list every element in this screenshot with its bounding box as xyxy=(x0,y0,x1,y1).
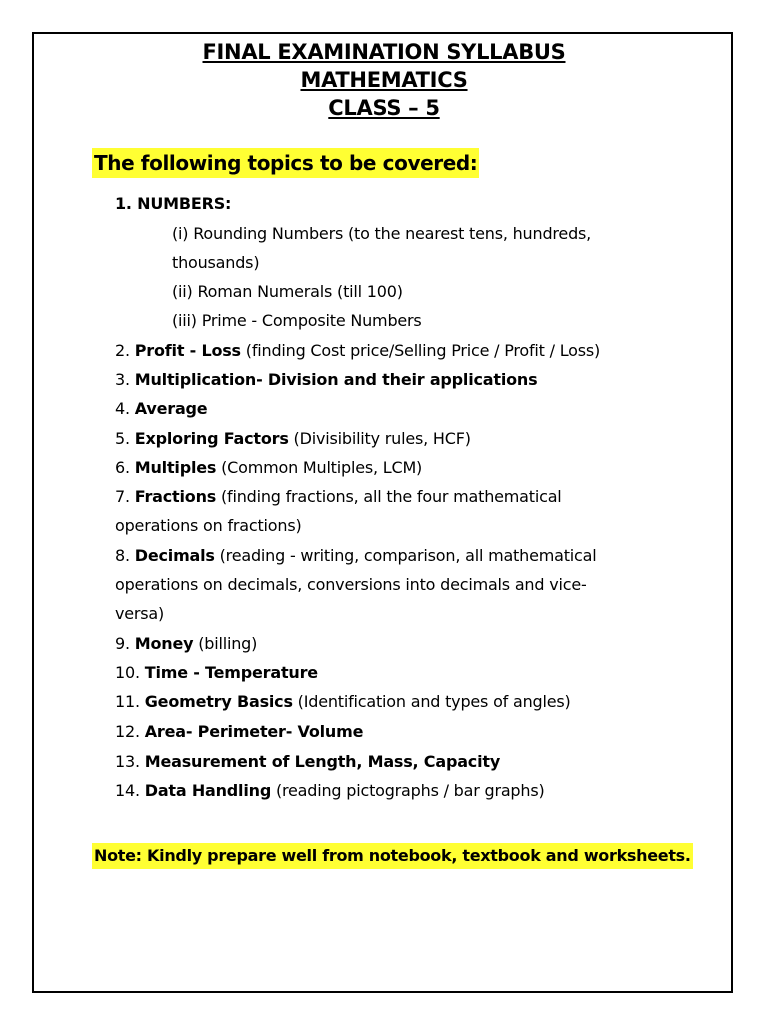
topic-9 xyxy=(115,634,257,654)
topic-1-sub-1-cont: thousands) xyxy=(172,253,260,272)
topic-13-title: Measurement of Length, Mass, Capacity xyxy=(144,752,501,771)
topic-1-sub-2: (ii) Roman Numerals (till 100) xyxy=(172,282,403,301)
topic-13-number: 13. xyxy=(115,752,145,771)
topic-7-title: Fractions xyxy=(134,487,217,506)
topic-8-cont-2: versa) xyxy=(115,604,165,623)
topic-8-detail: (reading - writing, comparison, all mathematical xyxy=(214,546,597,565)
topic-3-title: Multiplication- Division and their applications xyxy=(134,370,538,389)
topic-2-number: 2. xyxy=(115,341,135,360)
topic-7 xyxy=(115,487,562,507)
topic-1-sub-3: (iii) Prime - Composite Numbers xyxy=(172,311,422,330)
topic-11-detail: (Identification and types of angles) xyxy=(292,692,571,711)
topic-2-title: Profit - Loss xyxy=(134,341,241,360)
topic-9-number: 9. xyxy=(115,634,135,653)
topic-10 xyxy=(115,663,318,683)
topic-7-number: 7. xyxy=(115,487,135,506)
topic-6-number: 6. xyxy=(115,458,135,477)
title-line-3: CLASS – 5 xyxy=(328,96,440,120)
topic-10-number: 10. xyxy=(115,663,145,682)
topic-4-title: Average xyxy=(134,399,208,418)
topic-5-number: 5. xyxy=(115,429,135,448)
topic-6-title: Multiples xyxy=(134,458,217,477)
topic-5-detail: (Divisibility rules, HCF) xyxy=(288,429,471,448)
topic-8-title: Decimals xyxy=(134,546,215,565)
topic-8-number: 8. xyxy=(115,546,135,565)
topic-4 xyxy=(115,399,207,419)
topic-5-title: Exploring Factors xyxy=(134,429,289,448)
topic-1-title: 1. NUMBERS: xyxy=(115,194,232,213)
topic-5 xyxy=(115,429,471,449)
topic-1-sub-1: (i) Rounding Numbers (to the nearest tens, hundreds, xyxy=(172,224,592,243)
topic-7-detail: (finding fractions, all the four mathematical xyxy=(216,487,562,506)
topic-14-number: 14. xyxy=(115,781,145,800)
title-line-2: MATHEMATICS xyxy=(300,68,468,92)
topic-6-detail: (Common Multiples, LCM) xyxy=(216,458,423,477)
topic-12-number: 12. xyxy=(115,722,145,741)
topic-8-cont-1: operations on decimals, conversions into decimals and vice- xyxy=(115,575,587,594)
topic-11-number: 11. xyxy=(115,692,145,711)
topic-3-number: 3. xyxy=(115,370,135,389)
topic-12-title: Area- Perimeter- Volume xyxy=(144,722,364,741)
topic-13 xyxy=(115,752,500,772)
topic-6 xyxy=(115,458,422,478)
topic-8 xyxy=(115,546,596,566)
topic-9-detail: (billing) xyxy=(193,634,258,653)
topic-10-title: Time - Temperature xyxy=(144,663,318,682)
topic-12 xyxy=(115,722,363,742)
topic-3 xyxy=(115,370,537,390)
topic-14-detail: (reading pictographs / bar graphs) xyxy=(271,781,545,800)
title-line-1: FINAL EXAMINATION SYLLABUS xyxy=(202,40,566,64)
topic-1 xyxy=(115,194,231,214)
topics-heading: The following topics to be covered: xyxy=(92,148,479,178)
topic-7-cont: operations on fractions) xyxy=(115,516,302,535)
topic-14-title: Data Handling xyxy=(144,781,272,800)
topic-9-title: Money xyxy=(134,634,194,653)
topic-2-detail: (finding Cost price/Selling Price / Profit / Loss) xyxy=(240,341,601,360)
note: Note: Kindly prepare well from notebook, textbook and worksheets. xyxy=(92,843,693,869)
topic-11-title: Geometry Basics xyxy=(144,692,293,711)
topic-11 xyxy=(115,692,571,712)
topic-14 xyxy=(115,781,545,801)
topic-4-number: 4. xyxy=(115,399,135,418)
topic-2 xyxy=(115,341,600,361)
